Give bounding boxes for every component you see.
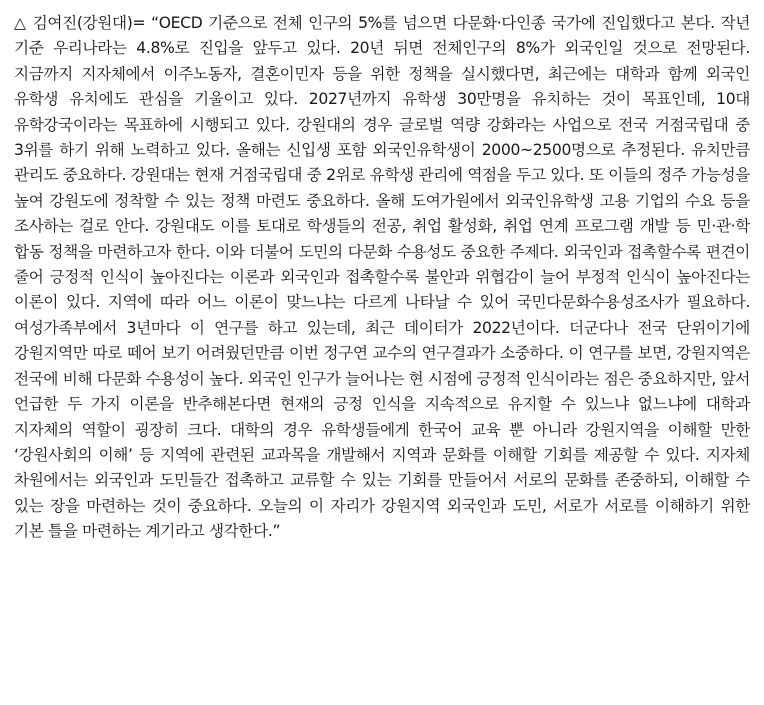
speaker-quote-paragraph bbox=[14, 11, 750, 545]
triangle-marker-icon: △ bbox=[14, 14, 27, 32]
speaker-name: 김여진(강원대)= bbox=[26, 14, 151, 32]
quote-text: “OECD 기준으로 전체 인구의 5%를 넘으면 다문화·다인종 국가에 진입했다고 본다. 작년 기준 우리나라는 4.8%로 진입을 앞두고 있다. 20년 뒤면 전체인구의 8%가 외국인일 것으로 전망된다. 지금까지 지자체에서 이주노동자, 결혼이민자 등을 위한 정책을 실시했다면, 최근에는 대학과 함께 외국인 유학생 유치에도 관심을 기울이고 있다. 2027년까지 유학생 30만명을 유치하는 것이 목표인데, 10대 유학강국이라는 목표하에 시행되고 있다. 강원대의 경우 글로벌 역량 강화라는 사업으로 전국 거점국립대 중 3위를 하기 위해 노력하고 있다. 올해는 신입생 포함 외국인유학생이 2000~2500명으로 추정된다. 유치만큼 관리도 중요하다. 강원대는 현재 거점국립대 중 2위로 유학생 관리에 역점을 두고 있다. 또 이들의 정주 가능성을 높여 강원도에 정착할 수 있는 정책 마련도 중요하다. 올해 도여가원에서 외국인유학생 고용 기업의 수요 등을 조사하는 걸로 안다. 강원대도 이를 토대로 학생들의 전공, 취업 활성화, 취업 연계 프로그램 개발 등 민·관·학 합동 정책을 마련하고자 한다. 이와 더불어 도민의 다문화 수용성도 중요한 주제다. 외국인과 접촉할수록 편견이 줄어 긍정적 인식이 높아진다는 이론과 외국인과 접촉할수록 불안과 위협감이 늘어 부정적 인식이 높아진다는 이론이 있다. 지역에 따라 어느 이론이 맞느냐는 다르게 나타날 수 있어 국민다문화수용성조사가 필요하다. 여성가족부에서 3년마다 이 연구를 하고 있는데, 최근 데이터가 2022년이다. 더군다나 전국 단위이기에 강원지역만 따로 떼어 보기 어려웠던만큼 이번 정구연 교수의 연구결과가 소중하다. 이 연구를 보면, 강원지역은 전국에 비해 다문화 수용성이 높다. 외국인 인구가 늘어나는 현 시점에 긍정적 인식이라는 점은 중요하지만, 앞서 언급한 두 가지 이론을 반추해본다면 현재의 긍정 인식을 지속적으로 유지할 수 있느냐 없느냐에 대학과 지자체의 역할이 굉장히 크다. 대학의 경우 유학생들에게 한국어 교육 뿐 아니라 강원지역을 이해할 만한 ‘강원사회의 이해’ 등 지역에 관련된 교과목을 개발해서 지역과 문화를 이해할 기회를 제공할 수 있다. 지자체 차원에서는 외국인과 도민들간 접촉하고 교류할 수 있는 기회를 만들어서 서로의 문화를 존중하되, 이해할 수 있는 장을 마련하는 것이 중요하다. 오늘의 이 자리가 강원지역 외국인과 도민, 서로가 서로를 이해하기 위한 기본 틀을 마련하는 계기라고 생각한다.” bbox=[14, 14, 751, 541]
article-body bbox=[14, 11, 750, 545]
